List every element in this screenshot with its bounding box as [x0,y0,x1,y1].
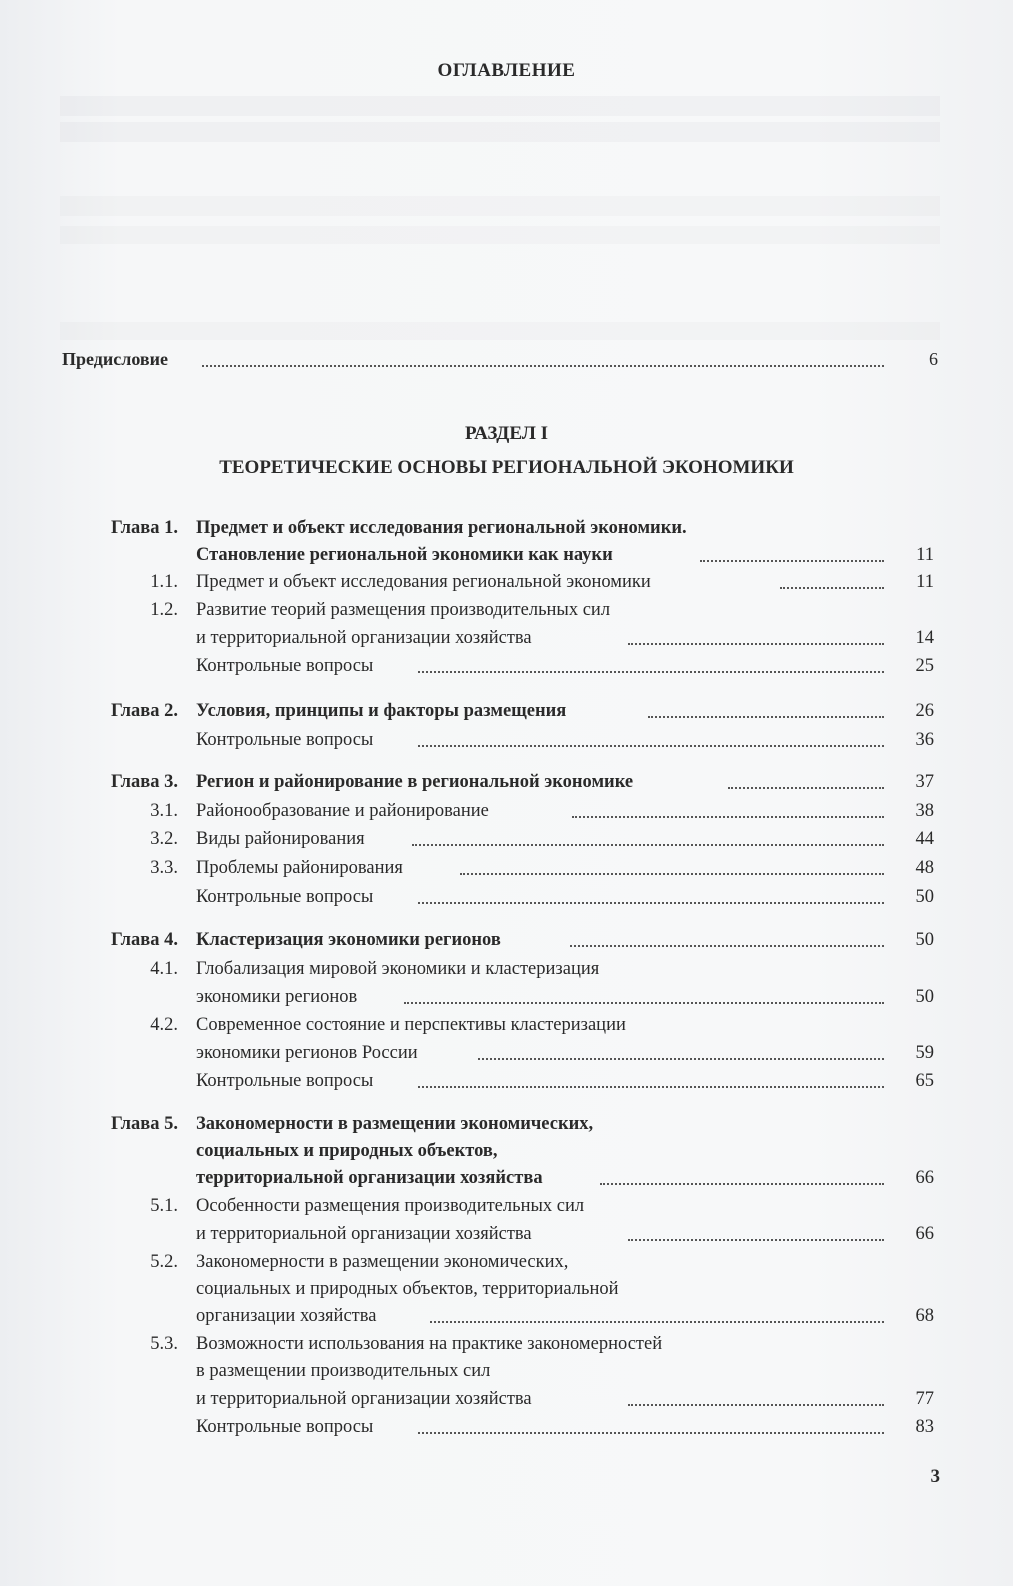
bleed-through-shadow [60,226,940,244]
toc-entry-number: Глава 2. [110,701,178,721]
toc-entry-number: Глава 4. [110,930,178,950]
toc-subsection-1-2[interactable] [0,597,1013,623]
dot-leader [418,902,884,904]
toc-subsection-4-2[interactable] [0,1012,1013,1038]
dot-leader [648,716,884,718]
section-title: ТЕОРЕТИЧЕСКИЕ ОСНОВЫ РЕГИОНАЛЬНОЙ ЭКОНОМИКИ [219,457,794,478]
toc-entry-title: социальных и природных объектов, [196,1141,498,1161]
toc-subsection-5-2[interactable] [0,1249,1013,1275]
toc-page-number: 48 [915,858,934,878]
toc-page-number: 65 [915,1071,934,1091]
toc-entry-number: Глава 5. [110,1114,178,1134]
toc-entry-number: 4.1. [150,959,178,979]
toc-entry-title: территориальной организации хозяйства [196,1168,543,1188]
toc-subsection-1-1[interactable] [0,569,1013,595]
dot-leader [600,1183,884,1185]
toc-page-number: 59 [915,1043,934,1063]
toc-page-number: 36 [915,730,934,750]
dot-leader [418,1432,884,1434]
toc-entry-title: Предмет и объект исследования региональной экономики. [196,518,687,538]
toc-page-number: 25 [915,656,934,676]
toc-page-number: 50 [915,887,934,907]
toc-entry-title: и территориальной организации хозяйства [196,1389,532,1409]
toc-page-number: 26 [915,701,934,721]
toc-entry-title: Закономерности в размещении экономических, [196,1114,594,1134]
toc-entry-title: Условия, принципы и факторы размещения [196,701,567,721]
section-label: РАЗДЕЛ I [464,423,549,444]
toc-subsection-3-1[interactable] [0,798,1013,824]
toc-page-number: 77 [915,1389,934,1409]
page-title: ОГЛАВЛЕНИЕ [437,60,576,81]
toc-subsection-5-1-cont[interactable] [0,1221,1013,1247]
dot-leader [202,365,884,367]
toc-entry-title: Регион и районирование в региональной экономике [196,772,634,792]
bleed-through-shadow [60,196,940,216]
toc-page-number: 11 [916,572,934,592]
toc-entry-number: 1.2. [150,600,178,620]
toc-page-number: 37 [915,772,934,792]
toc-review-questions[interactable] [0,653,1013,679]
toc-entry-number: 4.2. [150,1015,178,1035]
toc-entry-title: Контрольные вопросы [196,730,374,750]
toc-entry-title: Контрольные вопросы [196,656,374,676]
toc-entry-title: Развитие теорий размещения производительных сил [196,600,611,620]
toc-page-number: 83 [915,1417,934,1437]
toc-page-number: 14 [915,628,934,648]
toc-entry-number: 3.3. [150,858,178,878]
toc-entry-title: Районообразование и районирование [196,801,489,821]
toc-entry-title: в размещении производительных сил [196,1361,491,1381]
toc-entry-number: Глава 3. [110,772,178,792]
toc-entry-title: Контрольные вопросы [196,887,374,907]
toc-page-number: 38 [915,801,934,821]
toc-subsection-3-2[interactable] [0,826,1013,852]
toc-entry-title: Предмет и объект исследования региональной экономики [196,572,651,592]
toc-entry-title: Закономерности в размещении экономических, [196,1252,569,1272]
toc-entry-number: 1.1. [150,572,178,592]
dot-leader [418,745,884,747]
toc-review-questions[interactable] [0,1414,1013,1440]
toc-review-questions[interactable] [0,1068,1013,1094]
page-folio-number: 3 [930,1466,940,1487]
toc-subsection-5-3-cont[interactable] [0,1386,1013,1412]
dot-leader [412,844,884,846]
toc-entry-number: 3.2. [150,829,178,849]
dot-leader [418,1086,884,1088]
dot-leader [570,945,884,947]
toc-entry-title: Кластеризация экономики регионов [196,930,501,950]
toc-page-number: 44 [915,829,934,849]
dot-leader [572,816,884,818]
toc-chapter-5-cont[interactable] [0,1165,1013,1191]
toc-subsection-5-2-cont[interactable] [0,1303,1013,1329]
bleed-through-shadow [60,96,940,116]
bleed-through-shadow [60,122,940,142]
toc-review-questions[interactable] [0,884,1013,910]
toc-chapter-5[interactable] [0,1111,1013,1137]
toc-entry-title: и территориальной организации хозяйства [196,628,532,648]
toc-entry-title: экономики регионов [196,987,358,1007]
toc-page-number: 50 [915,987,934,1007]
toc-entry-number: Глава 1. [110,518,178,538]
toc-subsection-5-3[interactable] [0,1331,1013,1357]
toc-entry-title: Особенности размещения производительных сил [196,1196,585,1216]
toc-entry-title: организации хозяйства [196,1306,377,1326]
toc-entry-number: 5.1. [150,1196,178,1216]
toc-entry-title: Современное состояние и перспективы кластеризации [196,1015,626,1035]
toc-entry-title: Становление региональной экономики как науки [196,545,613,565]
toc-chapter-1-cont[interactable] [0,542,1013,568]
toc-entry-preface[interactable] [62,349,938,373]
toc-page-number: 11 [916,545,934,565]
toc-chapter-4[interactable] [0,927,1013,953]
toc-subsection-3-3[interactable] [0,855,1013,881]
bleed-through-shadow [60,322,940,340]
dot-leader [628,1404,884,1406]
toc-subsection-5-3-cont[interactable] [0,1358,1013,1384]
dot-leader [430,1321,884,1323]
dot-leader [478,1058,884,1060]
dot-leader [460,873,884,875]
dot-leader [404,1002,884,1004]
dot-leader [780,587,884,589]
toc-chapter-2[interactable] [0,698,1013,724]
toc-entry-number: 5.2. [150,1252,178,1272]
toc-chapter-5-cont[interactable] [0,1138,1013,1164]
toc-chapter-1[interactable] [0,515,1013,541]
toc-entry-title: экономики регионов России [196,1043,418,1063]
toc-entry-title: социальных и природных объектов, территориальной [196,1279,619,1299]
toc-entry-title: Предисловие [62,349,168,369]
dot-leader [418,671,884,673]
toc-entry-title: Глобализация мировой экономики и кластеризация [196,959,600,979]
toc-page-number: 66 [915,1224,934,1244]
toc-page-number: 6 [929,349,938,369]
toc-entry-number: 3.1. [150,801,178,821]
toc-page-number: 68 [915,1306,934,1326]
toc-subsection-4-2-cont[interactable] [0,1040,1013,1066]
toc-entry-title: Контрольные вопросы [196,1417,374,1437]
toc-entry-title: и территориальной организации хозяйства [196,1224,532,1244]
toc-chapter-3[interactable] [0,769,1013,795]
toc-subsection-5-1[interactable] [0,1193,1013,1219]
toc-entry-title: Возможности использования на практике закономерностей [196,1334,663,1354]
dot-leader [628,1239,884,1241]
toc-page-number: 66 [915,1168,934,1188]
dot-leader [728,787,884,789]
toc-review-questions[interactable] [0,727,1013,753]
toc-entry-title: Проблемы районирования [196,858,403,878]
toc-subsection-4-1-cont[interactable] [0,984,1013,1010]
toc-entry-number: 5.3. [150,1334,178,1354]
toc-entry-title: Виды районирования [196,829,365,849]
toc-subsection-5-2-cont[interactable] [0,1276,1013,1302]
toc-page-number: 50 [915,930,934,950]
toc-subsection-4-1[interactable] [0,956,1013,982]
dot-leader [628,643,884,645]
toc-subsection-1-2-cont[interactable] [0,625,1013,651]
dot-leader [700,560,884,562]
toc-entry-title: Контрольные вопросы [196,1071,374,1091]
